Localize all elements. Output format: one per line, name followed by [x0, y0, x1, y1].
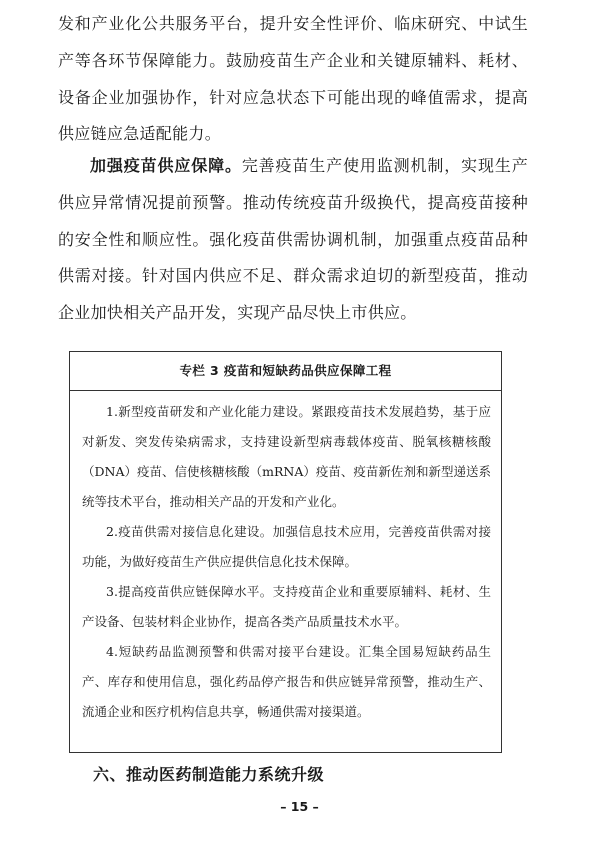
section-heading: 六、推动医药制造能力系统升级	[93, 765, 325, 784]
box-item-1: 1.新型疫苗研发和产业化能力建设。紧跟疫苗技术发展趋势，基于应对新发、突发传染病需求，支持建设新型病毒载体疫苗、脱氧核糖核酸（DNA）疫苗、信使核糖核酸（mRNA）疫苗、疫苗新佐剂和新型递送系统等技术平台，推动相关产品的开发和产业化。	[82, 404, 491, 509]
paragraph-2-text: 完善疫苗生产使用监测机制，实现生产供应异常情况提前预警。推动传统疫苗升级换代，提高疫苗接种的安全性和顺应性。强化疫苗供需协调机制，加强重点疫苗品种供需对接。针对国内供应不足、群众需求迫切的新型疫苗，推动企业加快相关产品开发，实现产品尽快上市供应。	[58, 156, 528, 323]
paragraph-2-heading: 加强疫苗供应保障。	[90, 156, 242, 175]
page-number: – 15 –	[280, 799, 319, 814]
box-body	[70, 391, 501, 727]
paragraph-2-indent	[58, 156, 90, 175]
paragraph-2	[58, 148, 528, 332]
paragraph-1: 发和产业化公共服务平台，提升安全性评价、临床研究、中试生产等各环节保障能力。鼓励疫苗生产企业和关键原辅料、耗材、设备企业加强协作，针对应急状态下可能出现的峰值需求，提高供应链应急适配能力。	[58, 14, 528, 144]
box-item-2: 2.疫苗供需对接信息化建设。加强信息技术应用，完善疫苗供需对接功能，为做好疫苗生产供应提供信息化技术保障。	[82, 524, 491, 569]
box-title: 专栏 3 疫苗和短缺药品供应保障工程	[70, 352, 501, 391]
box-item-3: 3.提高疫苗供应链保障水平。支持疫苗企业和重要原辅料、耗材、生产设备、包装材料企业协作，提高各类产品质量技术水平。	[82, 584, 491, 629]
box-item-4: 4.短缺药品监测预警和供需对接平台建设。汇集全国易短缺药品生产、库存和使用信息，强化药品停产报告和供应链异常预警，推动生产、流通企业和医疗机构信息共享，畅通供需对接渠道。	[82, 644, 491, 719]
special-column-box	[69, 351, 502, 753]
